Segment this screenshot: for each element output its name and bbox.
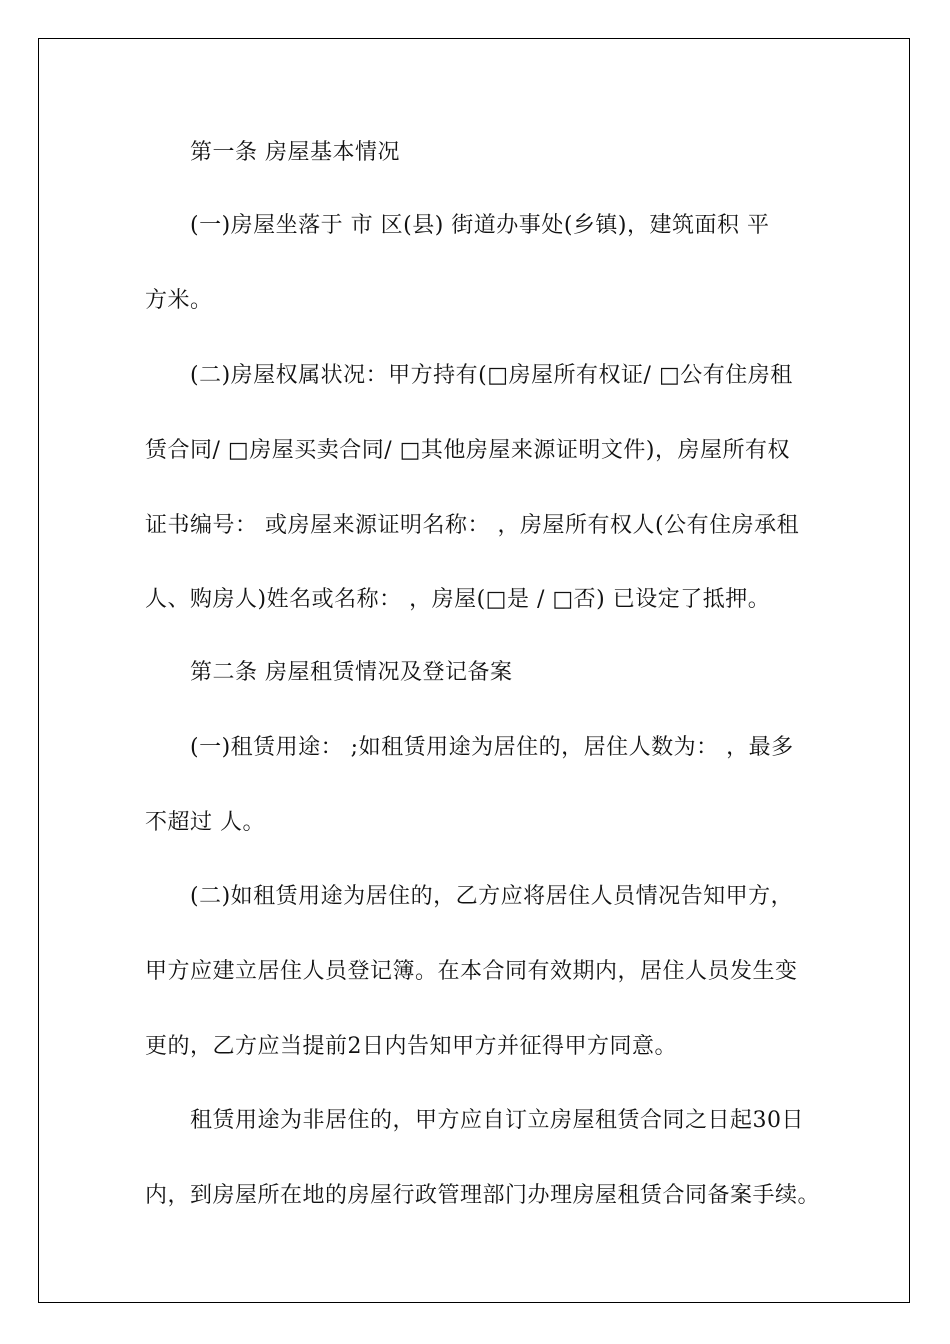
paragraph-line: 更的，乙方应当提前2日内告知甲方并征得甲方同意。 [145, 1034, 677, 1059]
paragraph-line: 方米。 [145, 288, 213, 313]
paragraph-line: 租赁用途为非居住的，甲方应自订立房屋租赁合同之日起30日 [190, 1108, 804, 1133]
paragraph-line: (二)房屋权属状况：甲方持有(□房屋所有权证/ □公有住房租 [190, 363, 793, 388]
paragraph-line: (一)房屋坐落于 市 区(县) 街道办事处(乡镇)，建筑面积 平 [190, 213, 770, 238]
paragraph-line: 人、购房人)姓名或名称： ，房屋(□是 / □否) 已设定了抵押。 [145, 587, 771, 612]
paragraph-line: (一)租赁用途： ;如租赁用途为居住的，居住人数为： ，最多 [190, 735, 794, 760]
paragraph-line: 甲方应建立居住人员登记簿。在本合同有效期内，居住人员发生变 [145, 959, 798, 984]
article-1-heading: 第一条 房屋基本情况 [190, 140, 400, 165]
paragraph-line: 赁合同/ □房屋买卖合同/ □其他房屋来源证明文件)，房屋所有权 [145, 438, 790, 463]
paragraph-line: (二)如租赁用途为居住的，乙方应将居住人员情况告知甲方， [190, 884, 794, 909]
paragraph-line: 证书编号： 或房屋来源证明名称： ，房屋所有权人(公有住房承租 [145, 513, 800, 538]
article-2-heading: 第二条 房屋租赁情况及登记备案 [190, 660, 513, 685]
paragraph-line: 不超过 人。 [145, 810, 265, 835]
paragraph-line: 内，到房屋所在地的房屋行政管理部门办理房屋租赁合同备案手续。 [145, 1183, 821, 1208]
